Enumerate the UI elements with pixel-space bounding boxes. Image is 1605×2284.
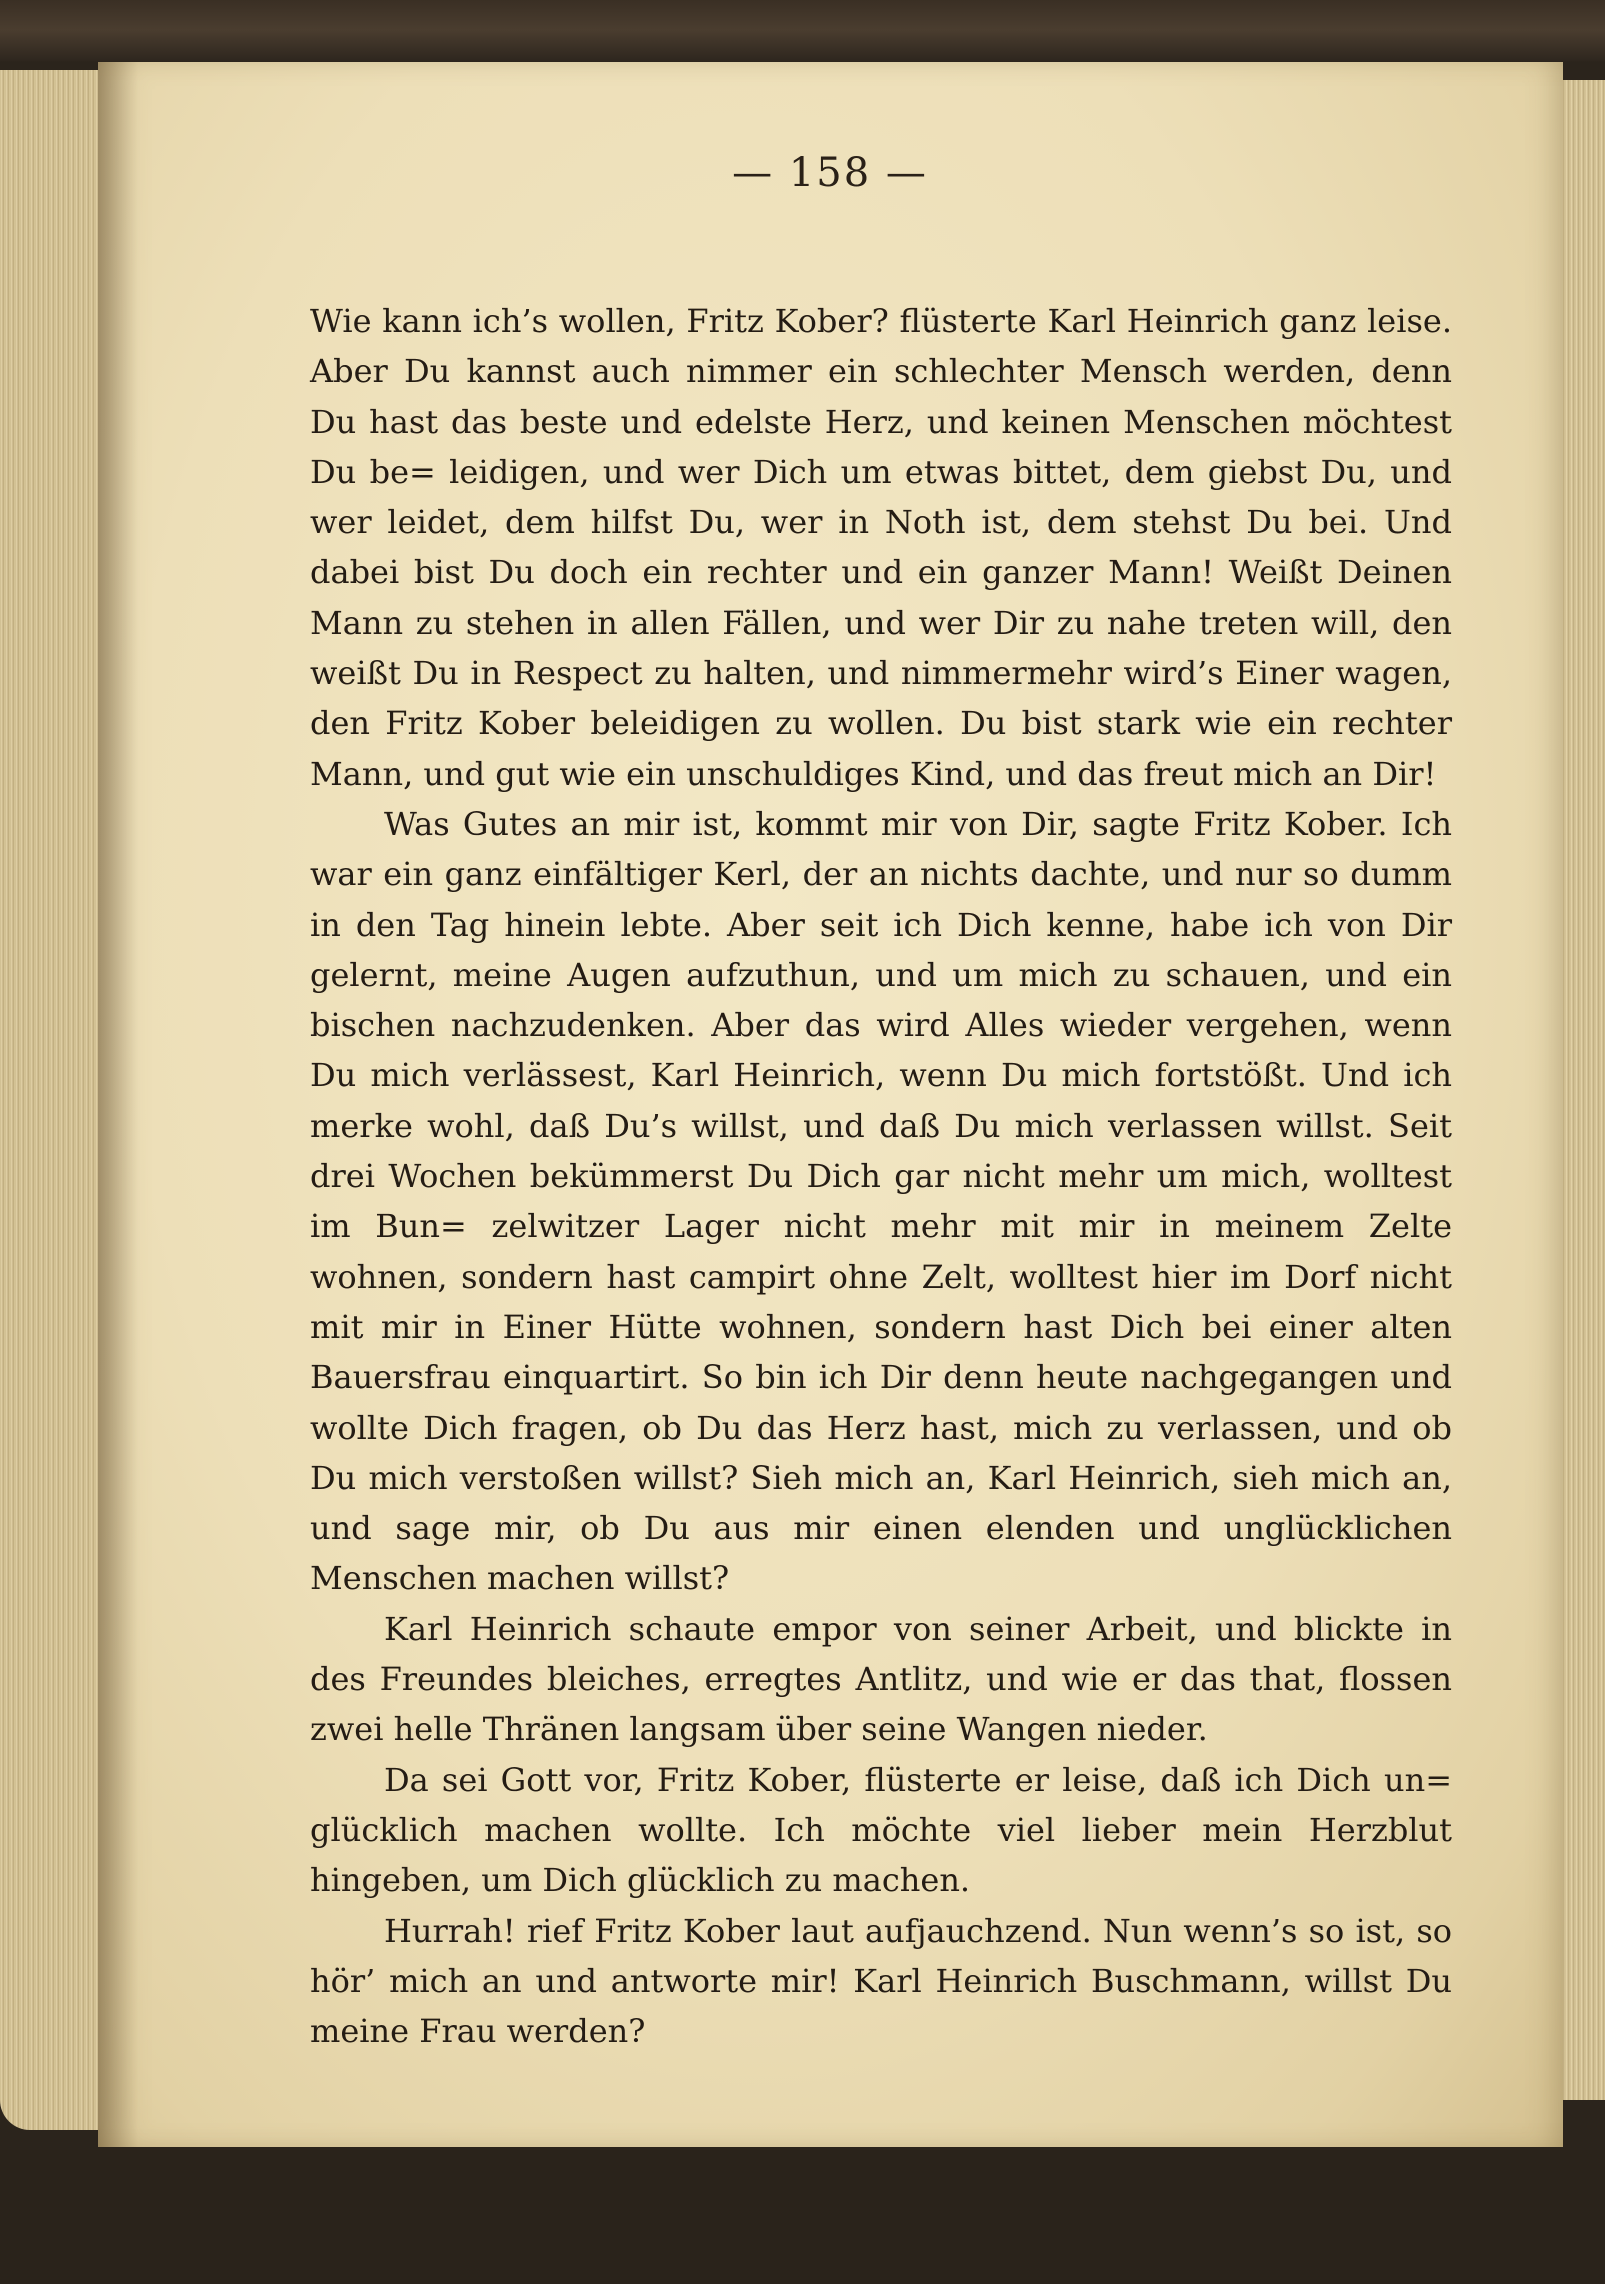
body-text [310,296,1452,2056]
paragraph-2: Was Gutes an mir ist, kommt mir von Dir, sagte Fritz Kober. Ich war ein ganz einfältiger Kerl, der an nichts dachte, und nur so dumm in den Tag hinein lebte. Aber seit ich Dich kenne, habe ich von Dir gelernt, meine Augen aufzuthun, und um mich zu schauen, und ein bischen nachzudenken. Aber das wird Alles wieder vergehen, wenn Du mich verlässest, Karl Heinrich, wenn Du mich fortstößt. Und ich merke wohl, daß Du’s willst, und daß Du mich verlassen willst. Seit drei Wochen bekümmerst Du Dich gar nicht mehr um mich, wolltest im Bun= zelwitzer Lager nicht mehr mit mir in meinem Zelte wohnen, sondern hast campirt ohne Zelt, wolltest hier im Dorf nicht mit mir in Einer Hütte wohnen, sondern hast Dich bei einer alten Bauersfrau einquartirt. So bin ich Dir denn heute nachgegangen und wollte Dich fragen, ob Du das Herz hast, mich zu verlassen, und ob Du mich verstoßen willst? Sieh mich an, Karl Heinrich, sieh mich an, und sage mir, ob Du aus mir einen elenden und unglücklichen Menschen machen willst? [310,804,1452,1598]
paragraph-4: Da sei Gott vor, Fritz Kober, flüsterte er leise, daß ich Dich un= glücklich machen wollte. Ich möchte viel lieber mein Herzblut hingeben, um Dich glücklich zu machen. [310,1760,1452,1900]
scan-bottom-border [0,2150,1605,2284]
paragraph-1: Wie kann ich’s wollen, Fritz Kober? flüsterte Karl Heinrich ganz leise. Aber Du kannst auch nimmer ein schlechter Mensch werden, denn Du hast das beste und edelste Herz, und keinen Menschen möchtest Du be= leidigen, und wer Dich um etwas bittet, dem giebst Du, und wer leidet, dem hilfst Du, wer in Noth ist, dem stehst Du bei. Und dabei bist Du doch ein rechter und ein ganzer Mann! Weißt Deinen Mann zu stehen in allen Fällen, und wer Dir zu nahe treten will, den weißt Du in Respect zu halten, und nimmermehr wird’s Einer wagen, den Fritz Kober beleidigen zu wollen. Du bist stark wie ein rechter Mann, und gut wie ein unschuldiges Kind, und das freut mich an Dir! [310,302,1452,793]
paragraph-5: Hurrah! rief Fritz Kober laut aufjauchzend. Nun wenn’s so ist, so hör’ mich an und antworte mir! Karl Heinrich Buschmann, willst Du meine Frau werden? [310,1911,1452,2051]
page-number: — 158 — [732,150,928,196]
gutter-shadow [98,62,138,2147]
left-page-edges [0,70,105,2130]
paragraph-3: Karl Heinrich schaute empor von seiner Arbeit, und blickte in des Freundes bleiches, erregtes Antlitz, und wie er das that, flossen zwei helle Thränen langsam über seine Wangen nieder. [310,1609,1452,1749]
